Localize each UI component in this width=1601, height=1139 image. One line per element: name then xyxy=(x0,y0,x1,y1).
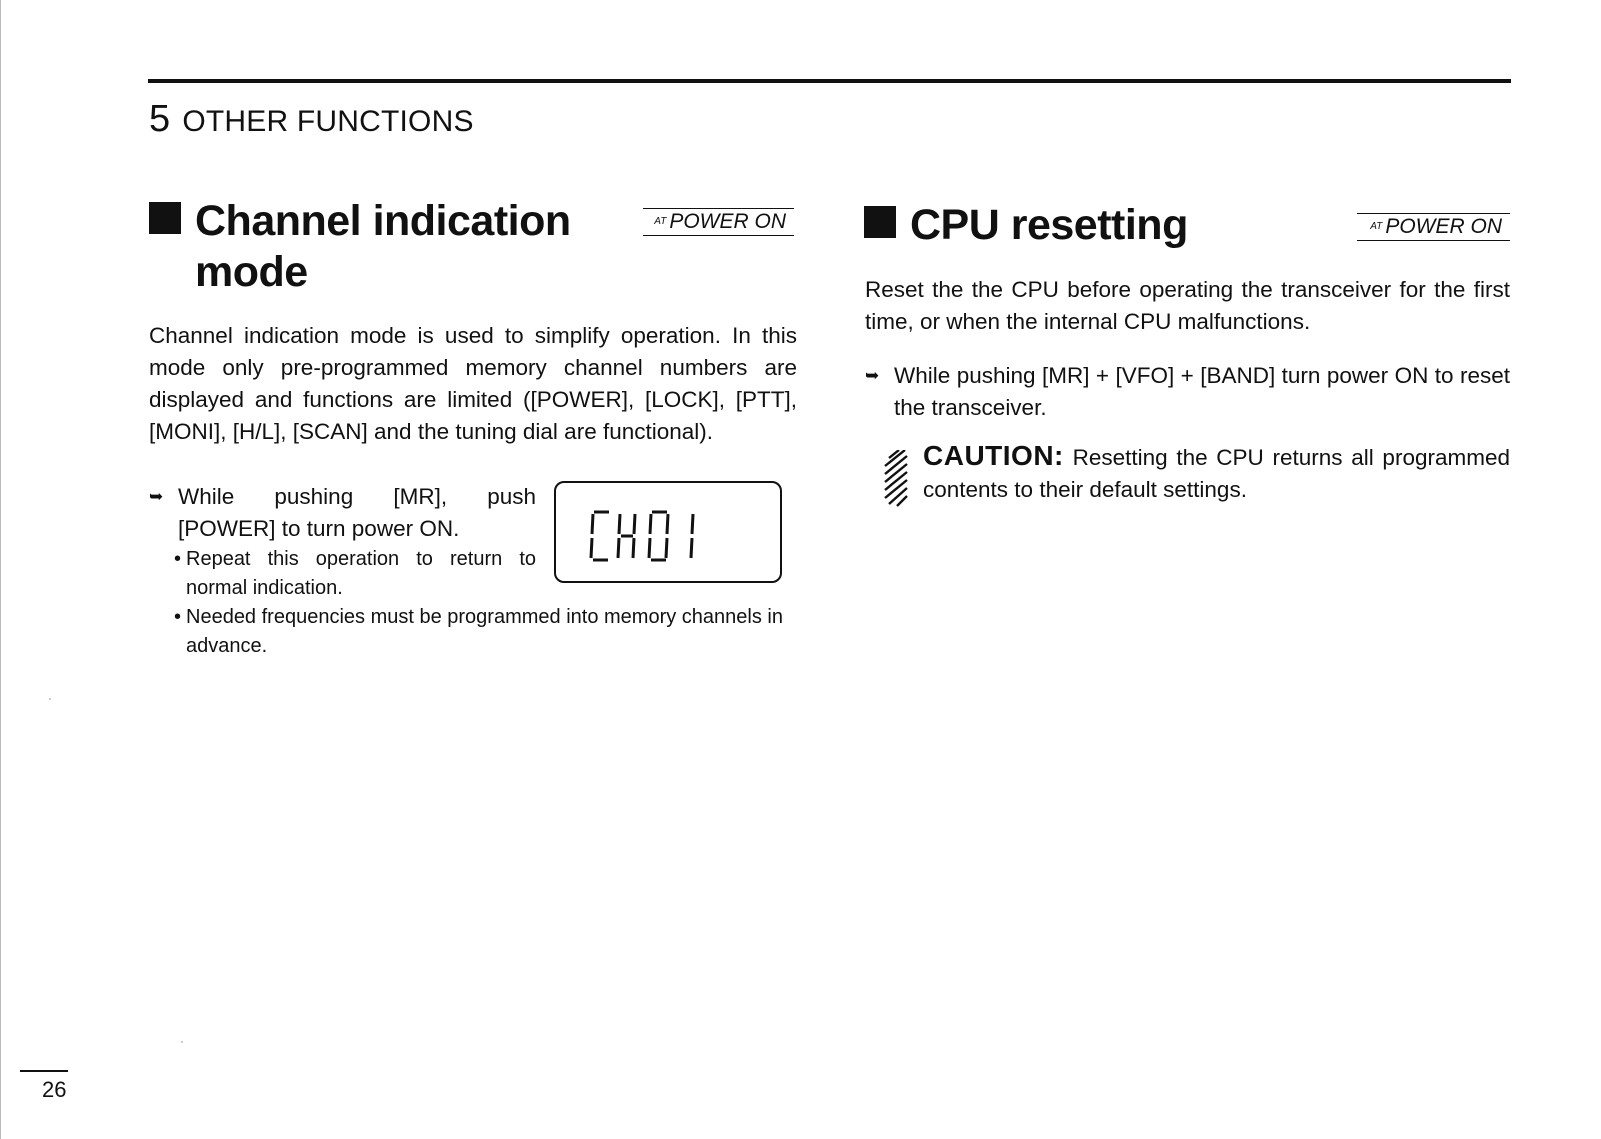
bullet-item xyxy=(174,545,536,603)
page-number-rule xyxy=(20,1070,68,1072)
page-number: 26 xyxy=(42,1077,67,1102)
scan-speck xyxy=(49,698,51,700)
badge-label: POWER ON xyxy=(1385,215,1502,238)
section-header xyxy=(149,98,474,141)
section-title: OTHER FUNCTIONS xyxy=(182,105,474,138)
caution-note xyxy=(923,440,1510,506)
lcd-display xyxy=(554,481,782,583)
caution-label: CAUTION: xyxy=(923,440,1064,471)
arrow-icon: ➥ xyxy=(865,366,880,385)
channel-intro-paragraph: Channel indication mode is used to simplify operation. In this mode only pre-programmed memory channel numbers are displayed and functions are limited ([POWER], [LOCK], [PTT], [MONI], [H/L], [SCAN] and the tuning dial are functional). xyxy=(149,323,797,444)
power-on-badge xyxy=(1357,213,1510,241)
caution-hatch-icon xyxy=(883,450,913,513)
badge-label: POWER ON xyxy=(669,210,786,233)
cpu-intro-paragraph: Reset the the CPU before operating the transceiver for the first time, or when the internal CPU malfunctions. xyxy=(865,277,1510,334)
square-bullet-icon xyxy=(149,202,181,234)
cpu-title-text: CPU resetting xyxy=(910,201,1188,249)
page-edge xyxy=(0,0,1,1139)
arrow-icon: ➥ xyxy=(149,487,164,506)
power-on-badge xyxy=(643,208,794,236)
scan-speck xyxy=(181,1041,183,1043)
section-number: 5 xyxy=(149,98,171,140)
channel-indication-title xyxy=(149,196,571,298)
title-line1: Channel indication xyxy=(195,197,571,245)
bullet-dot: • xyxy=(174,606,182,628)
bullet2-text: Needed frequencies must be programmed into memory channels in advance. xyxy=(186,606,783,657)
step-line1: While pushing [MR], push xyxy=(178,484,536,509)
bullet-item xyxy=(174,603,806,661)
caution-text: Resetting the CPU returns all programmed contents to their default settings. xyxy=(923,445,1510,502)
square-bullet-icon xyxy=(864,206,896,238)
title-line2: mode xyxy=(195,248,308,296)
badge-prefix: AT xyxy=(654,216,667,227)
step-line2: [POWER] to turn power ON. xyxy=(178,516,460,541)
lcd-segment-icon xyxy=(556,483,780,581)
cpu-step: While pushing [MR] + [VFO] + [BAND] turn power ON to reset the transceiver. xyxy=(894,363,1510,420)
badge-prefix: AT xyxy=(1370,221,1383,232)
bullet1-text: Repeat this operation to return to normal indication. xyxy=(186,548,536,599)
cpu-resetting-title xyxy=(864,200,1188,251)
top-rule xyxy=(148,79,1511,83)
bullet-dot: • xyxy=(174,548,182,570)
